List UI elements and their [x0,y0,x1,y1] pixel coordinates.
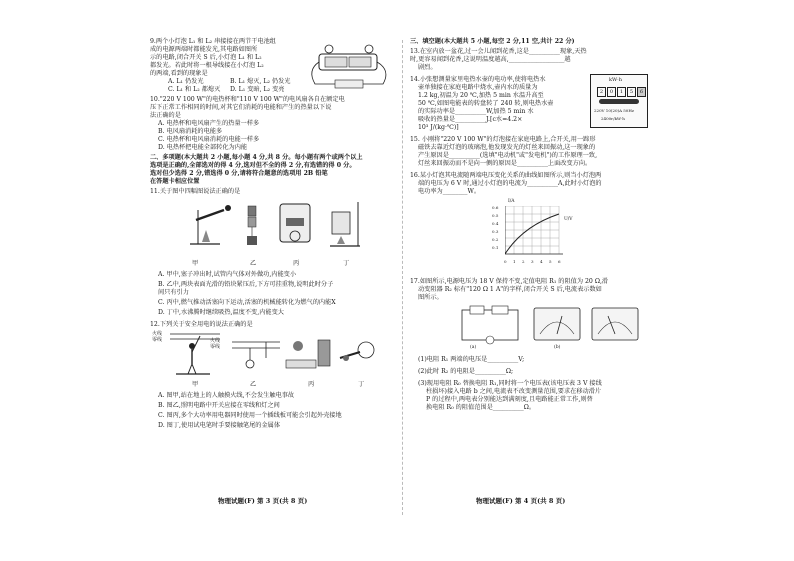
graph-xtick: 0 [504,259,507,264]
q12-option-d: D. 图丁,使用试电笔时手要接触笔尾的金属体 [158,422,281,429]
q17-line3: 图所示。 [418,294,443,301]
q10-option-b: B. 电风扇消耗的电能多 [158,128,223,135]
q13-line2: 时,更容易闻到花香,这说明温度越高,__________________越 [410,56,571,63]
q17-figures [458,302,648,354]
q16-line2: 端的电压为 6 V 时,通过小灯泡的电流为__________A,此时小灯泡的 [418,180,602,187]
q11-option-d: D. 丁中,水沸腾时继续吸热,温度不变,内能变大 [158,309,284,316]
graph-xtick: 4 [540,259,543,264]
q17-sub1: (1)电阻 R₁ 两端的电压是__________V; [418,356,525,363]
meter-digit: 5 [627,87,636,97]
q9-line1: 9.两个小灯泡 L₁ 和 L₂ 串接接在两节干电池组 [150,38,276,45]
q9-option-d: D. L₁ 变暗, L₂ 变亮 [230,86,285,93]
graph-ytick: 0.6 [492,205,499,210]
q12-option-a: A. 图甲,站在地上的人触摸火线,不会发生触电事故 [158,392,295,399]
q11-fig-label-yi: 乙 [250,260,257,267]
q11-option-b: B. 乙中,两块表面光滑的铅块紧压后,下方可挂重物,说明此时分子 [158,281,334,288]
q17-line2: 动变阻器 R₂ 标有"120 Ω 1 A"的字样,闭合开关 S 后,电流表示数如 [418,286,602,293]
q14-line4: 50 ℃,如图电能表的转盘转了 240 转,则电热水壶 [418,100,554,107]
q12-wire-live-2: 火线 [210,338,221,344]
q14-line2: 壶单独接在家庭电路中烧水,壶内水的质量为 [418,84,538,91]
right-page-footer: 物理试题(F) 第 4 页(共 8 页) [476,497,566,505]
energy-meter [590,74,648,128]
q14-line3: 1.2 kg,初温为 20 ℃,加热 5 min 水温升高至 [418,92,544,99]
q12-fig-label-yi: 乙 [250,381,257,388]
meter-digit: 6 [637,87,646,97]
q17-sub2: (2)此时 R₂ 的电阻是__________Ω; [418,368,514,375]
meter-digit: 1 [617,87,626,97]
q13-line1: 13.在室内放一盆花,过一会儿闻到花香,这是__________现象,天热 [410,48,587,55]
q11-option-c: C. 丙中,燃气推动活塞向下运动,活塞的机械能转化为燃气的内能X [158,299,336,306]
q9-line2: 成的电源两端时都能发光,其电路如图所 [150,46,258,53]
q17-sub3-line1: (3)现用电阻 R₀ 替换电阻 R₁,同时将一个电压表(该电压表 3 V 接线 [418,380,602,387]
meter-spec2: 2400r/kW·h [601,116,625,121]
q17-sub3-line2: 柱损坏)接入电路 b 之间,电流表不改变测量范围,要求在移动滑片 [426,388,602,395]
q14-line7: 10³ J/(kg·℃)] [418,124,459,131]
q13-line3: 剧烈。 [418,64,437,71]
q10-option-a: A. 电热杯和电风扇产生的热量一样多 [158,120,260,127]
q12-fig-label-ding: 丁 [358,381,365,388]
q9-option-a: A. L₁ 仍发光 [168,78,204,85]
meter-spec1: 220V 10(20)A 50Hz [594,108,634,113]
q9-line4: 都发光。若此时将一根导线接在小灯泡 L₂ [150,62,264,69]
q10-line2: 压下正常工作相同的时间,对其它们消耗的电能和产生的热量以下说 [150,104,332,111]
meter-disc [599,99,639,104]
q10-line1: 10."220 V 100 W"的电热杯和"110 V 100 W"的电风扇各自在额定电 [150,96,345,103]
q11-fig-label-bing: 丙 [293,260,300,267]
graph-ylabel: I/A [508,199,515,204]
q11-line1: 11.关于图中四幅图说法正确的是 [150,188,241,195]
q10-option-d: D. 电热杯把电能全部转化为内能 [158,144,248,151]
q14-line5: 的实际功率是__________W,加热 5 min 水 [418,108,534,115]
q17-sub3-line4: 换电阻 R₀ 的阻值范围是__________Ω。 [426,404,536,411]
meter-digit: 2 [597,87,606,97]
q12-wire-neutral: 零线 [152,337,163,343]
q17-sub3-line3: P 的过程中,两电表分别能达到满刻度,且电路能正常工作,则替 [426,396,593,403]
q17-line1: 17.如图所示,电源电压为 18 V 保持不变,定值电阻 R₁ 的阻值为 20 Ω,滑 [410,278,609,285]
q15-line1: 15. 小刚将"220 V 100 W"的灯泡接在家庭电路上,合开关,用一蹄形 [410,136,596,143]
q14-line1: 14.小张想测量家里电热水壶的电功率,使将电热水 [410,76,546,83]
q12-figures [170,330,390,380]
q12-fig-label-jia: 甲 [192,381,199,388]
q9-option-b: B. L₁ 熄灭, L₂ 仍发光 [230,78,291,85]
section2-line3: 选对但少选得 2 分,错选得 0 分,请将符合题意的选项用 2B 铅笔 [150,170,328,177]
graph-xtick: 6 [558,259,561,264]
graph-xtick: 3 [531,259,534,264]
q10-option-c: C. 电热杯和电风扇消耗的电能一样多 [158,136,260,143]
q15-line4: 灯丝来回振动而不是向一侧的原因是__________上面改变方向。 [418,160,592,167]
section2-line4: 在答题卡相应位置 [150,178,200,185]
q9-option-c: C. L₁ 和 L₂ 都熄灭 [168,86,221,93]
q15-line2: 磁铁去靠近灯泡的玻璃泡,他发现发光的灯丝来回振动,这一现象的 [418,144,596,151]
graph-plot-area [505,206,565,258]
q12-option-c: C. 图丙,多个大功率用电器同时使用一个插线板可能会引起外壳接地 [158,412,342,419]
right-page [410,38,650,553]
q11-option-b-cont: 间只有引力 [158,289,189,296]
page-divider [402,40,403,515]
q12-wire-neutral-2: 零线 [210,344,221,350]
left-page-footer: 物理试题(F) 第 3 页(共 8 页) [218,497,308,505]
q14-line6: 吸收的热量是__________J.[c水=4.2× [418,116,523,123]
section3-heading: 三、填空题(本大题共 5 小题,每空 2 分,11 空,共计 22 分) [410,38,575,45]
graph-ytick: 0.2 [492,237,499,242]
left-page [150,38,398,553]
graph-xtick: 1 [513,259,516,264]
q12-wire-live: 火线 [152,331,163,337]
meter-digit: 0 [607,87,616,97]
graph-xtick: 5 [549,259,552,264]
circuit-battery-figure [305,40,395,94]
q17-fig-label-a: (a) [470,345,477,350]
graph-xlabel: U/V [564,217,573,222]
section2-line1: 二、多项题(本大题共 2 小题,每小题 4 分,共 8 分。每小题有两个或两个以上 [150,154,363,161]
graph-ytick: 0.1 [492,245,499,250]
q12-option-b: B. 图乙,照明电路中开关应接在零线和灯之间 [158,402,280,409]
q9-line5: 的两端,看到的现象是 [150,70,208,77]
meter-unit: kW·h [609,77,622,83]
q10-line3: 法正确的是 [150,112,181,119]
q11-option-a: A. 甲中,塞子冲出时,试管内气体对外做功,内能变小 [158,271,297,278]
q11-figures [180,198,380,258]
graph-ytick: 0.3 [492,229,499,234]
q12-line1: 12.下列关于安全用电的说法正确的是 [150,321,253,328]
q9-line3: 示的电路,闭合开关 S 后,小灯泡 L₁ 和 L₂ [150,54,262,61]
graph-ytick: 0.5 [492,213,499,218]
iv-graph [492,198,578,268]
q17-fig-label-b: (b) [554,345,561,350]
q11-fig-label-ding: 丁 [343,260,350,267]
q12-fig-label-bing: 丙 [308,381,315,388]
q16-line3: 电功率为________W。 [418,188,481,195]
section2-line2: 选项是正确的,全部选对的得 4 分,选对但不全的得 2 分,有选错的得 0 分。 [150,162,356,169]
q15-line3: 产生原因是__________(选填"电动机"或"发电机")的工作原理一致, [418,152,598,159]
graph-ytick: 0.4 [492,221,499,226]
q11-fig-label-jia: 甲 [192,260,199,267]
graph-xtick: 2 [522,259,525,264]
q16-line1: 16.某小灯泡其电流随两端电压变化关系的曲线如图所示,则当小灯泡两 [410,172,602,179]
